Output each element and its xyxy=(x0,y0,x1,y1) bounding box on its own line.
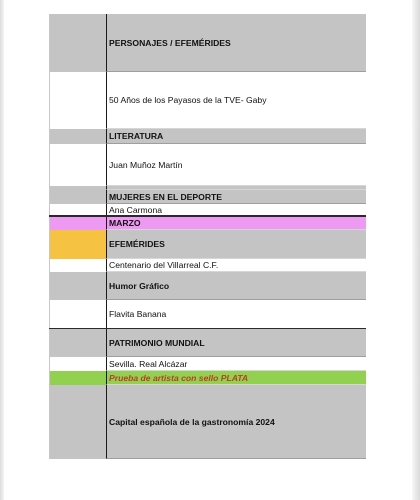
row-marker-cell xyxy=(49,14,106,72)
row-marker-cell xyxy=(49,129,106,144)
table-row xyxy=(49,371,366,385)
table-row xyxy=(49,272,366,300)
row-marker-cell xyxy=(49,300,106,329)
table-row xyxy=(49,144,366,186)
entry-cell[interactable]: Centenario del Villarreal C.F. xyxy=(106,259,366,272)
table-row xyxy=(49,190,366,204)
entry-cell[interactable]: Flavita Banana xyxy=(106,300,366,329)
plata-note-cell[interactable]: Prueba de artista con sello PLATA xyxy=(106,371,366,385)
table-row xyxy=(49,300,366,329)
table-row xyxy=(49,259,366,272)
row-marker-cell xyxy=(49,385,106,459)
entry-cell[interactable]: Ana Carmona xyxy=(106,204,366,216)
row-marker-cell xyxy=(49,272,106,300)
row-marker-cell xyxy=(49,357,106,371)
table-row xyxy=(49,357,366,371)
entry-cell[interactable]: Sevilla. Real Alcázar xyxy=(106,357,366,371)
table-row xyxy=(49,72,366,129)
table-row xyxy=(49,385,366,459)
row-marker-cell xyxy=(49,144,106,186)
table-row xyxy=(49,230,366,259)
row-marker-cell xyxy=(49,217,106,230)
table-row xyxy=(49,14,366,72)
month-heading[interactable]: MARZO xyxy=(106,217,366,230)
section-heading[interactable]: MUJERES EN EL DEPORTE xyxy=(106,190,366,204)
section-heading[interactable]: Humor Gráfico xyxy=(106,272,366,300)
highlight-marker-cell xyxy=(49,230,106,259)
section-heading[interactable]: LITERATURA xyxy=(106,129,366,144)
row-marker-cell xyxy=(49,259,106,272)
row-marker-cell xyxy=(49,329,106,357)
entry-cell[interactable]: Juan Muñoz Martín xyxy=(106,144,366,186)
page-edge-left xyxy=(0,0,4,500)
table-row xyxy=(49,329,366,357)
page-edge-right xyxy=(412,0,420,500)
row-marker-cell xyxy=(49,190,106,204)
table-row xyxy=(49,129,366,144)
section-heading[interactable]: EFEMÉRIDES xyxy=(106,230,366,259)
section-heading[interactable]: PERSONAJES / EFEMÉRIDES xyxy=(106,14,366,72)
row-marker-cell xyxy=(49,371,106,385)
section-heading[interactable]: PATRIMONIO MUNDIAL xyxy=(106,329,366,357)
row-marker-cell xyxy=(49,72,106,129)
section-heading[interactable]: Capital española de la gastronomía 2024 xyxy=(106,385,366,459)
spreadsheet-table xyxy=(49,14,366,459)
entry-cell[interactable]: 50 Años de los Payasos de la TVE- Gaby xyxy=(106,72,366,129)
table-row xyxy=(49,217,366,230)
